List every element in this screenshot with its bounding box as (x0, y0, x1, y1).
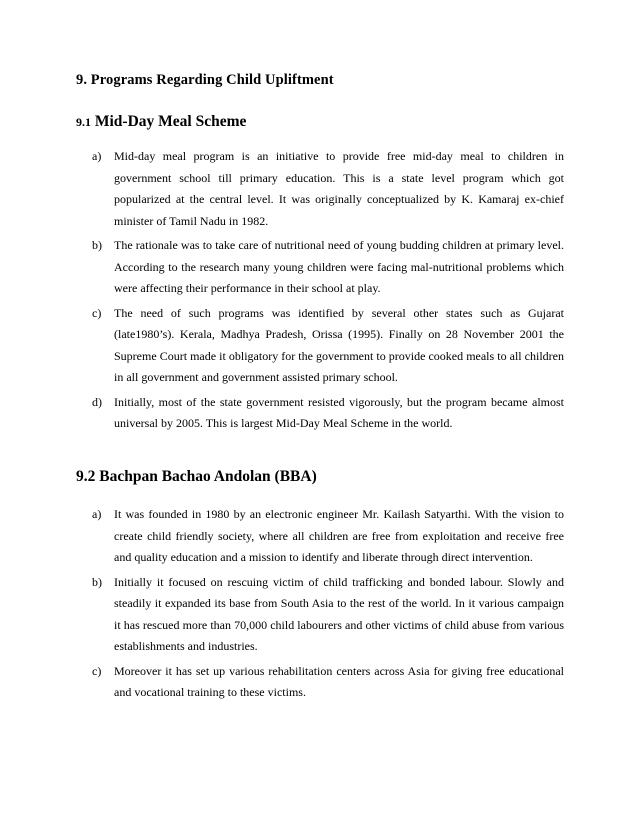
list-marker: c) (92, 305, 102, 320)
list-marker: d) (92, 394, 102, 409)
list-item-text: Moreover it has set up various rehabilitation centers across Asia for giving free educational and vocational training to these victims. (114, 663, 564, 699)
section-9-1-number: 9.1 (76, 115, 91, 129)
section-9-heading: 9. Programs Regarding Child Upliftment (76, 72, 334, 88)
list-item (92, 235, 564, 300)
list-item-text: Mid-day meal program is an initiative to provide free mid-day meal to children in government school till primary education. This is a state level program which got popularized at the central level. It was originally conceptualized by K. Kamaraj ex-chief minister of Tamil Nadu in 1982. (114, 149, 564, 228)
list-item (92, 146, 564, 232)
list-item-text: Initially, most of the state government resisted vigorously, but the program became almost universal by 2005. This is largest Mid-Day Meal Scheme in the world. (114, 394, 564, 430)
list-marker: b) (92, 238, 102, 252)
list-item (92, 392, 564, 435)
mid-day-meal-list (92, 146, 564, 438)
list-item-text: Initially it focused on rescuing victim of child trafficking and bonded labour. Slowly and steadily it expanded its base from South Asia to the rest of the world. In it various campaign it has rescued more than 70,000 child labourers and other victims of child abuse from various establishments and industries. (114, 574, 564, 653)
list-item-text: It was founded in 1980 by an electronic engineer Mr. Kailash Satyarthi. With the vision to create child friendly society, where all children are free from exploitation and receive free and quality education and a mission to identify and liberate through direct intervention. (114, 507, 564, 564)
list-marker: b) (92, 574, 102, 589)
list-marker: a) (92, 507, 102, 521)
section-9-2-heading: 9.2 Bachpan Bachao Andolan (BBA) (76, 468, 317, 485)
list-marker: a) (92, 149, 102, 163)
list-marker: c) (92, 663, 102, 678)
bba-list (92, 504, 564, 707)
list-item (92, 504, 564, 569)
list-item (92, 572, 564, 658)
section-9-1-heading (76, 113, 246, 131)
section-9-1-title: Mid-Day Meal Scheme (94, 113, 247, 130)
list-item-text: The need of such programs was identified by several other states such as Gujarat (late1980’s). Kerala, Madhya Pradesh, Orissa (1995). Finally on 28 November 2001 the Supreme Court made it obligatory for the government to provide cooked meals to all children in all government and government assisted primary school. (114, 305, 564, 384)
list-item-text: The rationale was to take care of nutritional need of young budding children at primary level. According to the research many young children were facing mal-nutritional problems which were affecting their performance in their school at play. (114, 238, 564, 295)
list-item (92, 661, 564, 704)
list-item (92, 303, 564, 389)
